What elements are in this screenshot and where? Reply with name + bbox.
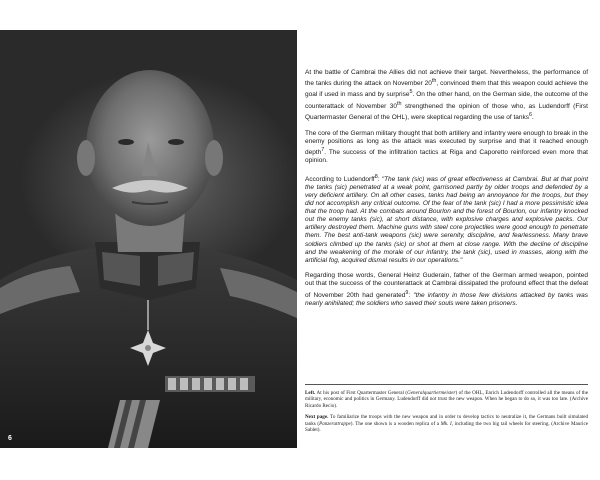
caption-divider [305,384,588,385]
footnote-ref: 8 [374,173,378,180]
text-run: According to Ludendorff [305,175,375,183]
text-run: : [408,291,414,299]
text-run: . [532,114,534,121]
text-run: . On the other hand, on the German side, the outcome of the counterattack of November 30 [305,91,588,110]
footnote-ref: 7 [321,146,325,153]
paragraph-cambrai [305,69,588,122]
italic-term: Generalquartiermeister [407,390,456,396]
captions [305,390,588,438]
superscript: th [431,78,437,85]
footnote-ref: 6 [529,111,533,118]
text-run: ) of the OHL, Enrich Ludendorff controlled all the means of the military, economic and politics in Germany. Ludendorff did not trust the new weapon. When he began to do so, it was too late. (Archive Ricardo Recio). [305,390,588,409]
text-run: To familiarize the troops with the new weapon and in order to develop tactics to neutralize it, the Germans built simulated tanks ( [305,414,589,427]
quotation: "The tank (sic) was of great effectiveness at Cambrai. But at that point the tanks (sic) penetrated at a weak point, garrisoned partly by older troops and defended by a very deficient artillery. On all other cases, tanks had being an annoyance for the troops, but they did not accomplish any critical outcome. Of the fear of the tank (sic) I had a more pessimistic idea that the troop had. At the combats around Bourlon and the forest of Bourlon, our infantry knocked out the enemy tanks (sic), at short distance, with explosive charges and explosive packs. Our artillery destroyed them. Machine guns with steel core projectiles were good enough to penetrate them. The best anti-tank weapons (sic) were serenity, discipline, and fearlessness. Many brave soldiers climbed up the tanks (sic) or shot at them at close range. With the decline of discipline and the weakening of the morale of our infantry, the tank (sic), used in masses, along with the artificial fog, acquired dismal results in our operations." [305,175,589,264]
caption-left [305,390,588,409]
body-text [305,69,588,315]
text-run: ). The one shown is a wooden replica of a [350,420,441,427]
italic-term: Mk. I [440,420,452,427]
paragraph-ludendorff-quote [305,173,588,265]
page-number: 6 [8,435,12,442]
paragraph-german-doctrine [305,130,588,166]
superscript: th [396,100,402,107]
text-run: , including the two big tail wheels for steering. (Archive Maurice Sablet). [305,420,588,434]
text-run: . The success of the infiltration tactics at Riga and Caporetto reinforced even more that opinion. [305,148,588,165]
caption-lead: Next page. [305,414,329,421]
text-run: At the battle of Cambrai the Allies did not achieve their target. Nevertheless, the performance of the tanks during the attack on November 20 [305,69,588,88]
text-run: , convinced them that this weapon could achieve the goal if used in mass and by surprise [305,80,588,99]
portrait-photo-icon [0,30,297,448]
caption-lead: Left. [305,390,316,396]
footnote-ref: 5 [409,89,413,96]
text-run: : [377,175,382,183]
text-run: Regarding those words, General Heinz Guderain, father of the German armed weapon, pointed out that the success of the counterattack at Cambrai dissipated the profound effect that the defeat of November 20th had generated [305,272,588,299]
text-run: At his post of First Quartermaster General ( [315,390,408,396]
text-run: The core of the German military thought that both artillery and infantry were enough to break in the enemy positions as long as the attack was executed by surprise and that it reached enough depth [305,129,588,156]
text-run: strengthened the opinion of those who, as Ludendorff (First Quartermaster General of the OHL), were skeptical regarding the use of tanks [305,102,588,121]
paragraph-guderian [305,272,588,308]
caption-next-page [305,414,588,433]
footnote-ref: 9 [405,289,409,296]
italic-term: Panzerattrappe [319,420,351,427]
quotation: "the infantry in those few divisions attacked by tanks was nearly anihilated; the soldiers who saved their souls were taken prisoners. [305,291,588,307]
portrait-photo [0,30,297,448]
